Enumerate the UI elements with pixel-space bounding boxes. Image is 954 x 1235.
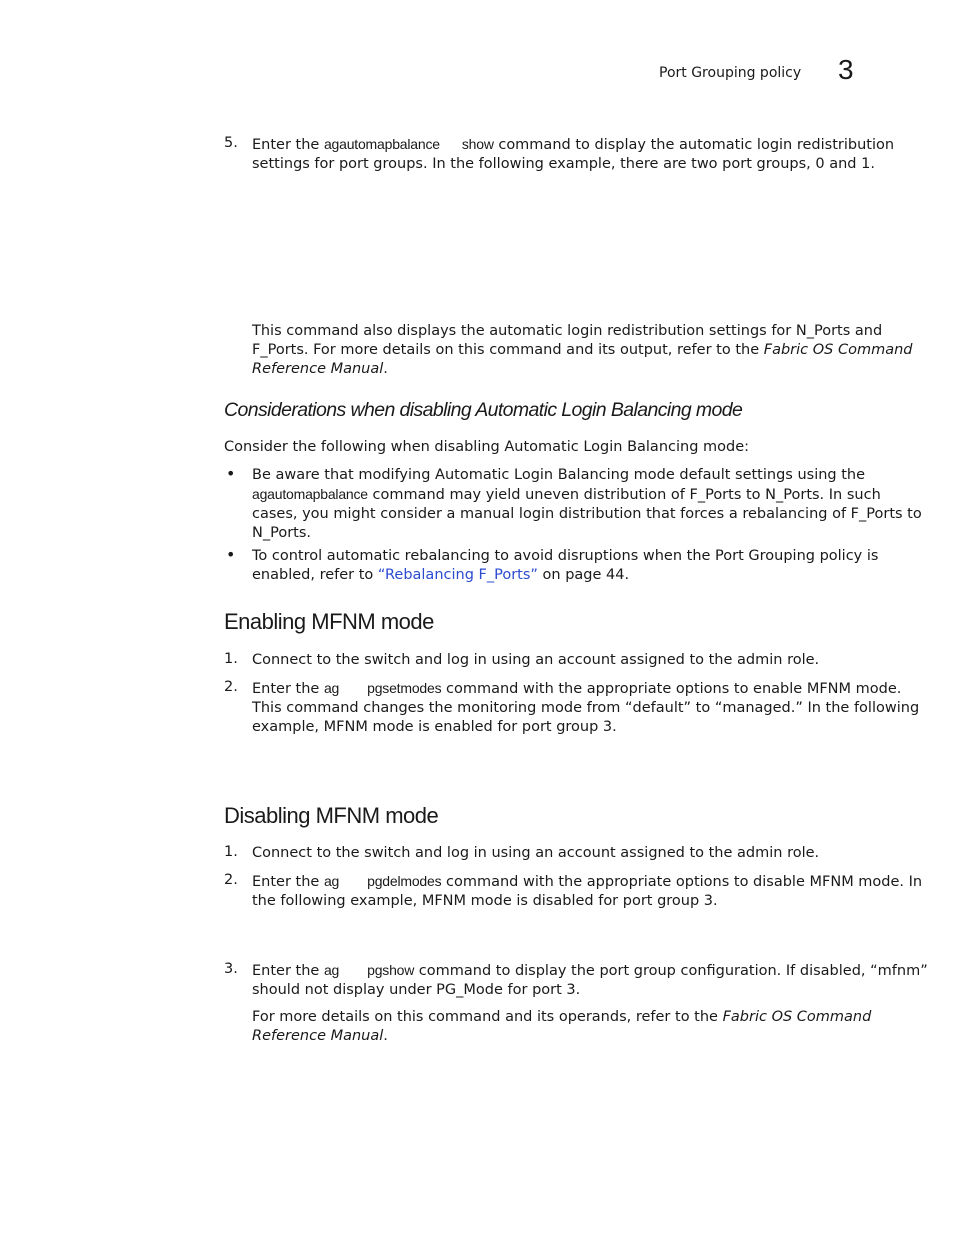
- text-run: command to display the automatic login redistribution: [493, 137, 895, 153]
- text-run: Enter the: [252, 874, 324, 890]
- text-line: [252, 1027, 871, 1046]
- text-run: Enter the: [252, 137, 324, 153]
- step5-line1: [252, 135, 894, 155]
- text-run: command with the appropriate options to enable MFNM mode.: [441, 681, 902, 697]
- text-run: enabled, refer to: [252, 567, 378, 583]
- step-text: Connect to the switch and log in using an account assigned to the admin role.: [252, 845, 820, 861]
- text-run: command may yield uneven distribution of F_Ports to N_Ports. In such: [367, 487, 881, 503]
- bullet-icon: •: [226, 464, 236, 483]
- text-line: N_Ports.: [252, 525, 312, 541]
- text-run: .: [383, 1028, 388, 1044]
- command-name: show: [461, 136, 494, 152]
- step-text: [252, 961, 928, 1000]
- text-line: example, MFNM mode is enabled for port group 3.: [252, 719, 617, 735]
- step-number: 5.: [224, 135, 238, 151]
- text-run: Enter the: [252, 681, 324, 697]
- section-heading: Enabling MFNM mode: [224, 609, 434, 634]
- running-header-title: Port Grouping policy: [659, 65, 802, 81]
- bullet-item: [252, 466, 922, 543]
- chapter-number: 3: [838, 54, 854, 85]
- text-line: [252, 566, 878, 585]
- manual-title: Reference Manual: [252, 1028, 384, 1044]
- cross-reference-link[interactable]: “Rebalancing F_Ports”: [377, 567, 538, 583]
- text-run: For more details on this command and its operands, refer to the: [252, 1009, 723, 1025]
- command-name: pgdelmodes: [367, 873, 442, 889]
- text-run: Enter the: [252, 963, 324, 979]
- text-line: This command changes the monitoring mode from “default” to “managed.” In the following: [252, 700, 920, 716]
- command-name: agautomapbalance: [252, 486, 368, 502]
- step5-line2: settings for port groups. In the following example, there are two port groups, 0 and 1.: [252, 156, 875, 172]
- text-line: [252, 360, 913, 379]
- text-run: F_Ports. For more details on this command and its output, refer to the: [252, 342, 764, 358]
- manual-title: Fabric OS Command: [722, 1009, 872, 1025]
- command-name: ag: [323, 962, 340, 978]
- step-number: 1.: [224, 844, 238, 860]
- text-line: [252, 485, 922, 505]
- bullet-icon: •: [226, 545, 236, 564]
- text-run: on page 44.: [537, 567, 630, 583]
- text-run: command with the appropriate options to disable MFNM mode. In: [441, 874, 923, 890]
- text-line: [252, 679, 919, 699]
- manual-title: Fabric OS Command: [763, 342, 913, 358]
- command-name: agautomapbalance: [323, 136, 440, 152]
- text-run: .: [383, 361, 388, 377]
- command-name: ag: [323, 680, 340, 696]
- text-line: [252, 872, 922, 892]
- text-line: [252, 1008, 871, 1027]
- step-number: 1.: [224, 651, 238, 667]
- step5-text: [252, 135, 894, 174]
- step-number: 2.: [224, 679, 238, 695]
- text-line: [252, 961, 928, 981]
- command-name: ag: [323, 873, 340, 889]
- text-line: should not display under PG_Mode for port 3.: [252, 982, 581, 998]
- text-line: cases, you might consider a manual login distribution that forces a rebalancing of F_Ports to: [252, 506, 922, 522]
- bullet-item: [252, 547, 878, 585]
- subsection-heading: Considerations when disabling Automatic Login Balancing mode: [224, 399, 743, 421]
- section-heading: Disabling MFNM mode: [224, 803, 439, 828]
- intro-paragraph: Consider the following when disabling Automatic Login Balancing mode:: [224, 439, 750, 455]
- manual-title: Reference Manual: [252, 361, 384, 377]
- text-line: Be aware that modifying Automatic Login Balancing mode default settings using the: [252, 467, 866, 483]
- note-paragraph: [252, 322, 913, 379]
- step-text: [252, 679, 919, 737]
- text-line: This command also displays the automatic login redistribution settings for N_Ports and: [252, 323, 883, 339]
- text-line: the following example, MFNM mode is disabled for port group 3.: [252, 893, 718, 909]
- text-run: command to display the port group configuration. If disabled, “mfnm”: [414, 963, 928, 979]
- text-line: To control automatic rebalancing to avoid disruptions when the Port Grouping policy is: [252, 548, 879, 564]
- step-text: [252, 872, 922, 911]
- command-name: pgshow: [367, 962, 415, 978]
- step-number: 2.: [224, 872, 238, 888]
- command-name: pgsetmodes: [367, 680, 442, 696]
- step-text: Connect to the switch and log in using an account assigned to the admin role.: [252, 652, 820, 668]
- note-paragraph: [252, 1008, 871, 1046]
- text-line: [252, 341, 913, 360]
- step-number: 3.: [224, 961, 238, 977]
